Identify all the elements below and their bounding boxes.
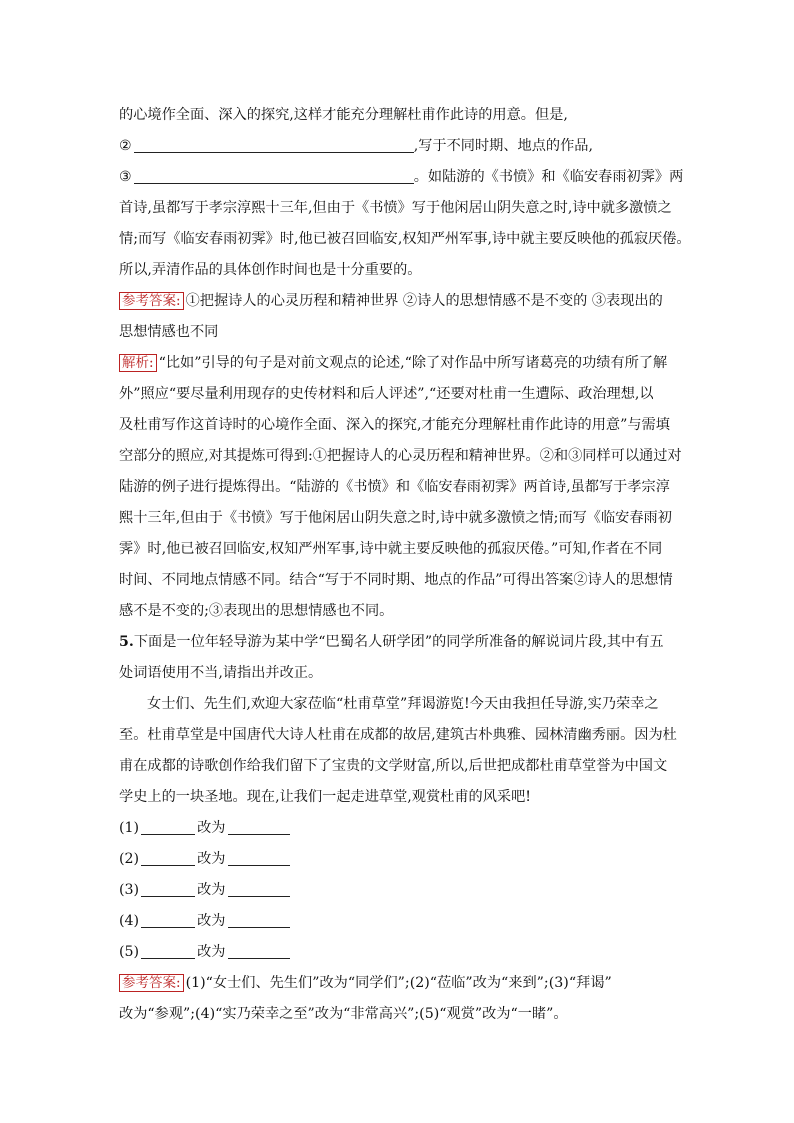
corrected-word-blank[interactable] <box>228 878 290 897</box>
blank-number: ③ <box>119 169 132 185</box>
passage-line: 学史上的一块圣地。现在,让我们一起走进草堂,观赏杜甫的风采吧! <box>119 789 531 805</box>
text-fragment: ,写于不同时期、地点的作品, <box>413 138 594 154</box>
question-text: 处词语使用不当,请指出并改正。 <box>119 665 323 681</box>
answer-tag: 参考答案: <box>119 292 184 310</box>
passage-line: 女士们、先生们,欢迎大家莅临“杜甫草堂”拜谒游览!今天由我担任导游,实乃荣幸之 <box>147 696 659 712</box>
analysis-text: 霁》时,他已被召回临安,权知严州军事,诗中就主要反映他的孤寂厌倦。”可知,作者在不同 <box>119 541 663 557</box>
analysis-text: 感不是不变的;③表现出的思想情感也不同。 <box>119 603 394 619</box>
correction-item <box>119 937 679 968</box>
text-line: 首诗,虽都写于孝宗淳熙十三年,但由于《书愤》写于他闲居山阴失意之时,诗中就多激愤之 <box>119 200 672 216</box>
item-connector: 改为 <box>197 882 226 898</box>
item-connector: 改为 <box>197 913 226 929</box>
analysis-text: 时间、不同地点情感不同。结合“写于不同时期、地点的作品”可得出答案②诗人的思想情 <box>119 572 673 588</box>
item-connector: 改为 <box>197 944 226 960</box>
item-number: (2) <box>119 851 140 867</box>
correction-item <box>119 875 679 906</box>
question-text: 下面是一位年轻导游为某中学“巴蜀名人研学团”的同学所准备的解说词片段,其中有五 <box>133 634 664 650</box>
correction-item <box>119 906 679 937</box>
passage-line: 甫在成都的诗歌创作给我们留下了宝贵的文学财富,所以,后世把成都杜甫草堂誉为中国文 <box>119 758 668 774</box>
analysis-text: 陆游的例子进行提炼得出。“陆游的《书愤》和《临安春雨初霁》两首诗,虽都写于孝宗淳 <box>119 479 670 495</box>
item-number: (5) <box>119 944 140 960</box>
answer-text: (1)“女士们、先生们”改为“同学们”;(2)“莅临”改为“来到”;(3)“拜谒” <box>185 975 612 991</box>
question-number: 5. <box>119 634 134 650</box>
answer-block <box>119 286 679 317</box>
original-word-blank[interactable] <box>141 847 195 866</box>
passage-line: 至。杜甫草堂是中国唐代大诗人杜甫在成都的故居,建筑古朴典雅、园林清幽秀丽。因为杜 <box>119 727 677 743</box>
corrected-word-blank[interactable] <box>228 940 290 959</box>
original-word-blank[interactable] <box>141 816 195 835</box>
text-fragment: 。如陆游的《书愤》和《临安春雨初霁》两 <box>413 169 684 185</box>
analysis-text: 熙十三年,但由于《书愤》写于他闲居山阴失意之时,诗中就多激愤之情;而写《临安春雨初 <box>119 510 672 526</box>
analysis-text: “比如”引导的句子是对前文观点的论述,“除了对作品中所写诸葛亮的功绩有所了解 <box>158 355 668 371</box>
analysis-text: 外”照应“要尽量利用现存的史传材料和后人评述”,“还要对杜甫一生遭际、政治理想,以 <box>119 386 654 402</box>
original-word-blank[interactable] <box>141 909 195 928</box>
analysis-tag: 解析: <box>119 354 157 372</box>
question-5 <box>119 627 679 658</box>
text-line: 的心境作全面、深入的探究,这样才能充分理解杜甫作此诗的用意。但是, <box>119 107 568 123</box>
corrected-word-blank[interactable] <box>228 847 290 866</box>
item-number: (3) <box>119 882 140 898</box>
answer-text: ①把握诗人的心灵历程和精神世界 ②诗人的思想情感不是不变的 ③表现出的 <box>185 293 663 309</box>
document-page <box>119 100 691 1030</box>
answer-text: 思想情感也不同 <box>119 324 219 340</box>
correction-item <box>119 844 679 875</box>
analysis-text: 及杜甫写作这首诗时的心境作全面、深入的探究,才能充分理解杜甫作此诗的用意”与需填 <box>119 417 670 433</box>
answer-blank[interactable] <box>134 165 414 184</box>
answer-blank[interactable] <box>134 134 414 153</box>
fill-blank-line-3 <box>119 162 684 193</box>
correction-item <box>119 813 679 844</box>
corrected-word-blank[interactable] <box>228 816 290 835</box>
answer-tag: 参考答案: <box>119 974 184 992</box>
analysis-text: 空部分的照应,对其提炼可得到:①把握诗人的心灵历程和精神世界。②和③同样可以通过对 <box>119 448 682 464</box>
corrected-word-blank[interactable] <box>228 909 290 928</box>
item-connector: 改为 <box>197 820 226 836</box>
original-word-blank[interactable] <box>141 940 195 959</box>
fill-blank-line-2 <box>119 131 679 162</box>
text-line: 情;而写《临安春雨初霁》时,他已被召回临安,权知严州军事,诗中就主要反映他的孤寂厌倦。 <box>119 231 691 247</box>
item-number: (1) <box>119 820 140 836</box>
original-word-blank[interactable] <box>141 878 195 897</box>
item-connector: 改为 <box>197 851 226 867</box>
item-number: (4) <box>119 913 140 929</box>
answer-text: 改为“参观”;(4)“实乃荣幸之至”改为“非常高兴”;(5)“观赏”改为“一睹”。 <box>119 1006 568 1022</box>
blank-number: ② <box>119 138 132 154</box>
answer-block <box>119 968 679 999</box>
text-line: 所以,弄清作品的具体创作时间也是十分重要的。 <box>119 262 422 278</box>
analysis-block <box>119 348 679 379</box>
